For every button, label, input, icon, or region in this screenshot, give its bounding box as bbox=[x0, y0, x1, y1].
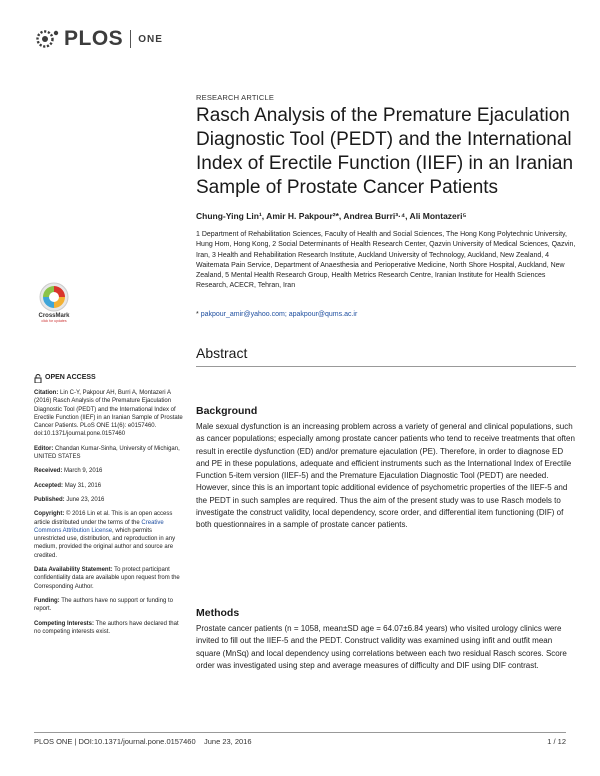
funding-block bbox=[34, 597, 184, 614]
open-access-badge bbox=[34, 374, 184, 383]
logo-separator bbox=[130, 30, 131, 48]
license-link[interactable]: Creative Commons Attribution License bbox=[34, 519, 164, 534]
affiliations: 1 Department of Rehabilitation Sciences, Faculty of Health and Social Sciences, The Hong Kong Polytechnic University, Hung Hom, Hong Kong, 2 Social Determinants of Health Research Center, Qazvin University of Medical Sciences, Qazvin, Iran, 3 Health and Rehabilitation Research Institute, Auckland University of Technology, Auckland, New Zealand, 4 Waitemata Pain Service, Department of Anaesthesia and Perioperative Medicine, North Shore Hospital, Auckland, New Zealand, 5 Mental Health Research Group, Health Metrics Research Centre, Iranian Institute for Health Sciences Research, ACECR, Tehran, Iran bbox=[196, 231, 576, 290]
email-marker: * bbox=[196, 311, 199, 318]
citation-text: Lin C-Y, Pakpour AH, Burri A, Montazeri A (2016) Rasch Analysis of the Premature Ejaculation Diagnostic Tool (PEDT) and the International Index of Erectile Function (IIEF) in an Iranian Sample of Prostate Cancer Patients. PLoS ONE 11(6): e0157460. doi:10.1371/journal.pone.0157460 bbox=[34, 390, 183, 438]
crossmark-sub: click for updates bbox=[41, 319, 67, 323]
footer-divider bbox=[34, 732, 566, 733]
logo-text: PLOS bbox=[64, 27, 124, 50]
published-label: Published: bbox=[34, 496, 65, 503]
open-access-label: OPEN ACCESS bbox=[45, 374, 96, 382]
corresponding-email bbox=[196, 311, 357, 318]
background-text: Male sexual dysfunction is an increasing problem across a variety of general and clinical populations, such as cancer populations; especially among prostate cancer patients who tend to receive treatments that often result in erectile dysfunction (ED) and/or premature ejaculation (PE). Therefore, in order to diagnose ED and PE in these populations, adequate and efficient instruments such as the International Index of Erectile Function 5-item version (IIEF-5) and the Premature Ejaculation Diagnostic Tool (PEDT) are needed. However, since this is an important topic additional evidence of psychometric properties of the IIEF-5 and the PEDT in such samples are required. Thus the aim of the present study was to use Rasch models to investigate the construct validity, local dependency, score order, and differential item functioning (DIF) of both questionnaires in a sample of prostate cancer patients. bbox=[196, 422, 575, 530]
methods-text: Prostate cancer patients (n = 1058, mean±SD age = 64.07±6.84 years) who visited urology clinics were invited to fill out the IIEF-5 and the PEDT. Construct validity was examined using infit and outfit mean square (MnSq) and local dependency using correlations between each two residual Rasch scores. Score order was investigated using step and average measures of difficulty and DIF using DIF contrast. bbox=[196, 624, 567, 670]
logo-subtext: ONE bbox=[138, 33, 163, 45]
abstract-heading: Abstract bbox=[196, 345, 248, 361]
published-date: June 23, 2016 bbox=[66, 496, 105, 503]
received-block bbox=[34, 467, 184, 475]
footer-citation: PLOS ONE | DOI:10.1371/journal.pone.0157460 June 23, 2016 bbox=[34, 737, 252, 746]
crossmark-badge[interactable] bbox=[34, 282, 74, 330]
crossmark-icon bbox=[39, 282, 69, 312]
data-availability-text: To protect participant confidentiality data are available upon request from the Corresponding Author. bbox=[34, 567, 180, 590]
journal-logo[interactable] bbox=[34, 26, 163, 52]
data-availability-block bbox=[34, 566, 184, 591]
copyright-text: © 2016 Lin et al. This is an open access article distributed under the terms of the bbox=[34, 511, 173, 526]
author-list: Chung-Ying Lin¹, Amir H. Pakpour²*, Andrea Burri³·⁴, Ali Montazeri⁵ bbox=[196, 211, 467, 221]
competing-interests-text: The authors have declared that no competing interests exist. bbox=[34, 620, 179, 635]
article-sidebar bbox=[34, 374, 184, 642]
article-title: Rasch Analysis of the Premature Ejaculation Diagnostic Tool (PEDT) and the International Index of Erectile Function (IIEF) in an Iranian Sample of Prostate Cancer Patients bbox=[196, 105, 574, 198]
citation-label: Citation: bbox=[34, 390, 59, 396]
copyright-text-end: , which permits unrestricted use, distribution, and reproduction in any medium, provided the original author and source are credited. bbox=[34, 527, 176, 559]
data-availability-label: Data Availability Statement: bbox=[34, 567, 113, 574]
article-type: RESEARCH ARTICLE bbox=[196, 93, 275, 102]
accepted-date: May 31, 2016 bbox=[64, 482, 102, 489]
editor-label: Editor: bbox=[34, 445, 54, 452]
plos-logo-icon bbox=[34, 28, 62, 50]
email-link[interactable]: pakpour_amir@yahoo.com; apakpour@qums.ac.ir bbox=[200, 311, 358, 318]
accepted-block bbox=[34, 482, 184, 490]
abstract-divider bbox=[196, 366, 576, 367]
background-heading: Background bbox=[196, 405, 258, 417]
editor-text: Chandan Kumar-Sinha, University of Michigan, UNITED STATES bbox=[34, 445, 180, 461]
competing-interests-label: Competing Interests: bbox=[34, 620, 95, 627]
funding-label: Funding: bbox=[34, 597, 60, 604]
methods-heading: Methods bbox=[196, 607, 240, 619]
page-footer bbox=[34, 737, 566, 746]
crossmark-label: CrossMark bbox=[38, 313, 70, 319]
citation-block bbox=[34, 389, 184, 439]
open-lock-icon bbox=[34, 374, 42, 383]
funding-text: The authors have no support or funding to report. bbox=[34, 597, 173, 613]
editor-block bbox=[34, 445, 184, 462]
received-label: Received: bbox=[34, 468, 63, 475]
published-block bbox=[34, 496, 184, 504]
page-number: 1 / 12 bbox=[547, 737, 566, 746]
competing-interests-block bbox=[34, 620, 184, 637]
accepted-label: Accepted: bbox=[34, 482, 64, 489]
copyright-label: Copyright: bbox=[34, 511, 65, 518]
copyright-block bbox=[34, 510, 184, 560]
received-date: March 9, 2016 bbox=[64, 468, 103, 475]
